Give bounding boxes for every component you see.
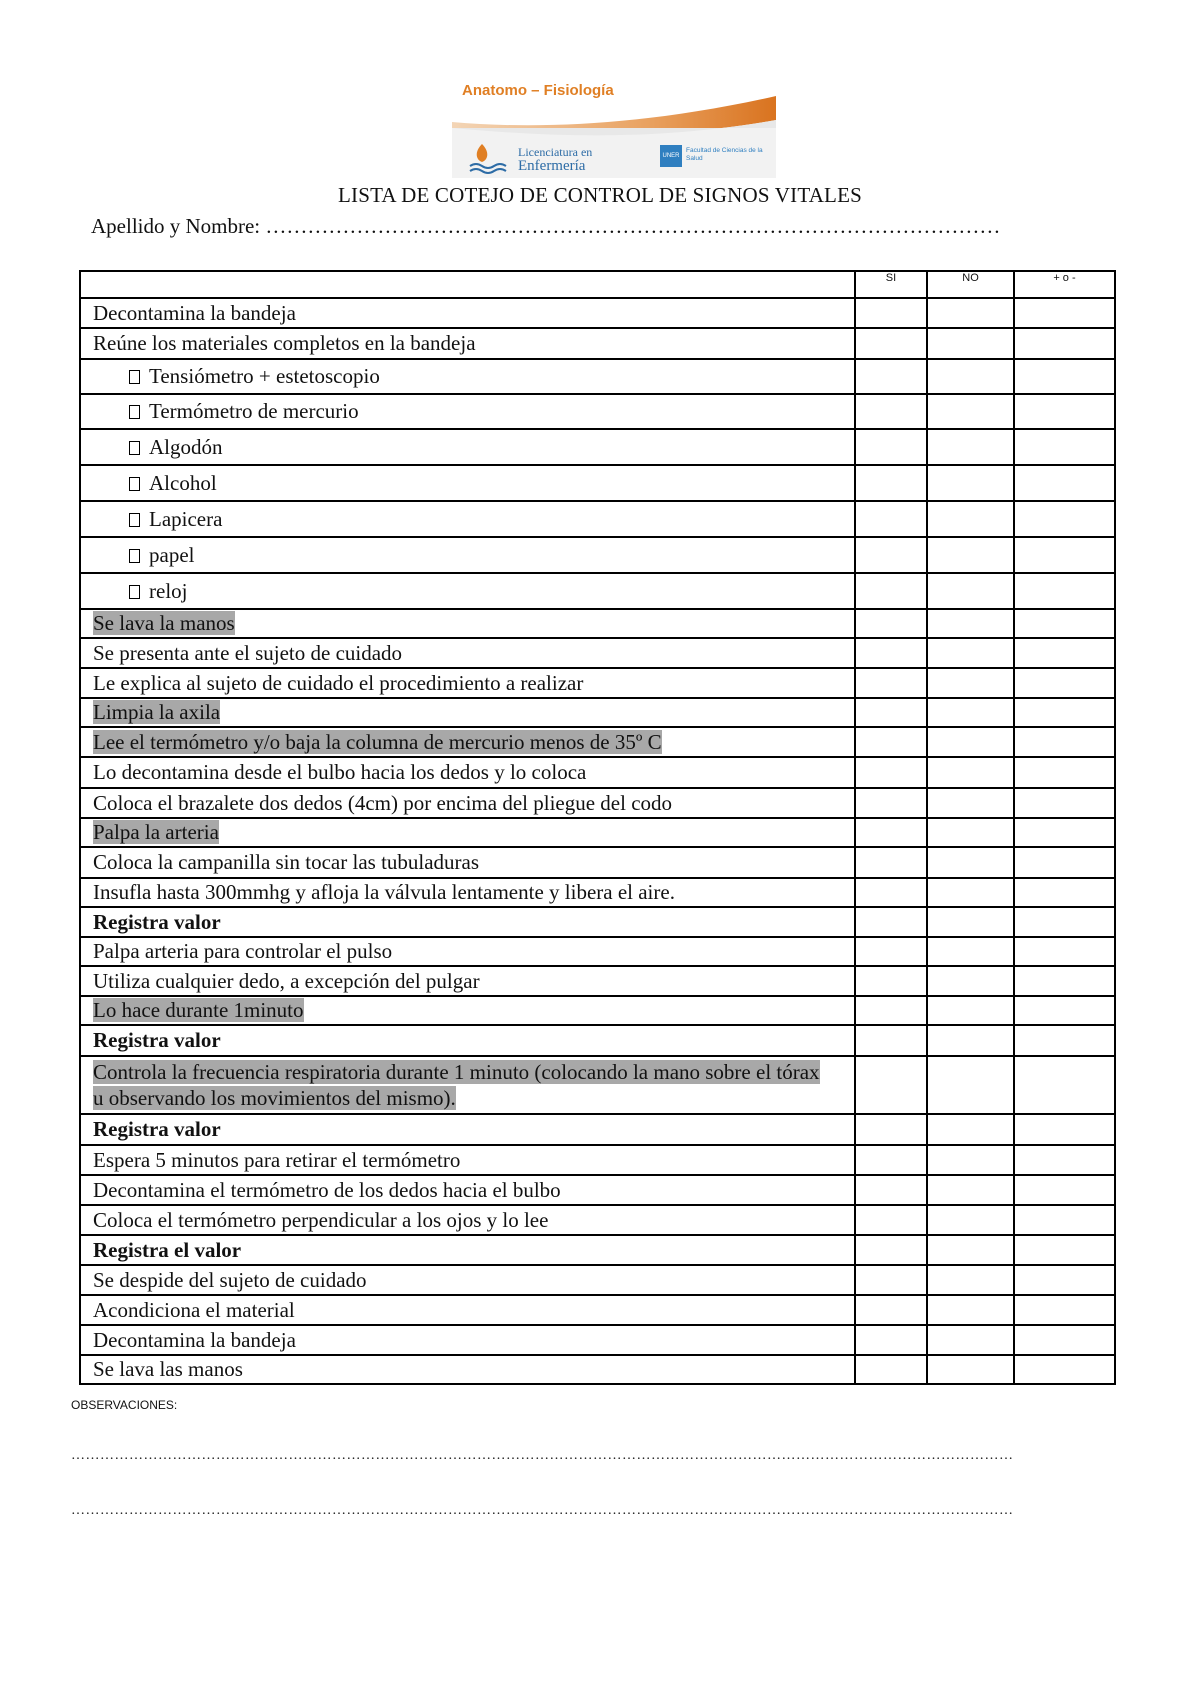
checklist-body [80,298,1115,1384]
mark-cell-plus-minus[interactable] [1014,501,1115,537]
logo-program-line2: Enfermería [518,158,586,174]
mark-cell-no[interactable] [927,937,1014,966]
mark-cell-plus-minus[interactable] [1014,1175,1115,1205]
checklist-row [80,937,1115,966]
mark-cell-plus-minus[interactable] [1014,788,1115,818]
mark-cell-no[interactable] [927,1325,1014,1355]
checklist-row [80,1355,1115,1384]
checklist-row [80,1295,1115,1325]
mark-cell-plus-minus[interactable] [1014,818,1115,847]
task-label: Decontamina la bandeja [93,1327,296,1352]
mark-cell-si[interactable] [855,1175,927,1205]
name-field[interactable]: Apellido y Nombre: …………………………………………………………………………………………… [91,214,1001,238]
task-cell [80,757,855,788]
observaciones-line-2[interactable]: …………………………………………………………………………………………………………………………………………………………………………… [71,1503,1014,1518]
mark-cell-plus-minus[interactable] [1014,878,1115,907]
mark-cell-si[interactable] [855,429,927,465]
checklist-row [80,818,1115,847]
task-label: Algodón [149,434,223,459]
mark-cell-si[interactable] [855,1056,927,1114]
mark-cell-no[interactable] [927,1145,1014,1175]
document-title: LISTA DE COTEJO DE CONTROL DE SIGNOS VITALES [337,183,862,207]
observaciones-label: OBSERVACIONES: [71,1398,178,1412]
task-cell [80,394,855,429]
task-cell [80,638,855,668]
header-no: NO [927,271,1014,298]
task-label: Tensiómetro + estetoscopio [149,364,380,388]
mark-cell-plus-minus[interactable] [1014,1265,1115,1295]
mark-cell-no[interactable] [927,359,1014,394]
checklist-row [80,1175,1115,1205]
mark-cell-no[interactable] [927,1265,1014,1295]
task-cell [80,1175,855,1205]
task-label: Palpa la arteria [93,820,219,844]
mark-cell-no[interactable] [927,818,1014,847]
checkbox-icon [129,405,140,419]
task-label: Registra el valor [93,1237,242,1262]
mark-cell-plus-minus[interactable] [1014,537,1115,573]
mark-cell-plus-minus[interactable] [1014,328,1115,359]
task-cell [80,668,855,698]
mark-cell-plus-minus[interactable] [1014,359,1115,394]
observaciones-line-1[interactable]: …………………………………………………………………………………………………………………………………………………………………………… [71,1448,1014,1463]
mark-cell-plus-minus[interactable] [1014,298,1115,328]
checklist-row [80,1235,1115,1265]
uner-logo-icon: UNER [660,145,682,167]
logo-program-line1: Licenciatura en [518,145,593,159]
checklist-row [80,1205,1115,1235]
checklist-row [80,757,1115,788]
mark-cell-plus-minus[interactable] [1014,757,1115,788]
mark-cell-plus-minus[interactable] [1014,1355,1115,1384]
header-plus-minus: + o - [1014,271,1115,298]
mark-cell-si[interactable] [855,609,927,638]
mark-cell-no[interactable] [927,878,1014,907]
mark-cell-plus-minus[interactable] [1014,1235,1115,1265]
checklist-row [80,609,1115,638]
task-cell [80,609,855,638]
task-label: Se lava la manos [93,611,235,635]
checklist-row [80,788,1115,818]
task-cell [80,878,855,907]
checklist-row [80,996,1115,1025]
mark-cell-plus-minus[interactable] [1014,1295,1115,1325]
mark-cell-si[interactable] [855,668,927,698]
task-cell [80,1205,855,1235]
mark-cell-si[interactable] [855,847,927,878]
checklist-row [80,298,1115,328]
mark-cell-plus-minus[interactable] [1014,638,1115,668]
task-label: Termómetro de mercurio [149,399,359,423]
task-cell [80,328,855,359]
mark-cell-si[interactable] [855,1355,927,1384]
checklist-row [80,1114,1115,1145]
checklist-row [80,668,1115,698]
checkbox-icon [129,477,140,491]
task-cell [80,1056,855,1114]
task-label: Se despide del sujeto de cuidado [93,1267,367,1292]
logo-faculty: Facultad de Ciencias de la Salud [686,147,763,162]
mark-cell-no[interactable] [927,727,1014,757]
mark-cell-no[interactable] [927,1205,1014,1235]
task-label: Se lava las manos [93,1357,243,1381]
task-label: Registra valor [93,1117,221,1141]
checklist-row [80,907,1115,937]
checklist-table [79,270,1116,1385]
task-label: Alcohol [149,470,217,495]
task-label: Coloca la campanilla sin tocar las tubuladuras [93,850,480,874]
header-si: SI [855,271,927,298]
mark-cell-si[interactable] [855,359,927,394]
mark-cell-no[interactable] [927,328,1014,359]
checklist-row [80,1325,1115,1355]
mark-cell-si[interactable] [855,698,927,727]
task-cell [80,788,855,818]
mark-cell-no[interactable] [927,996,1014,1025]
task-label: Lapicera [149,506,223,531]
mark-cell-no[interactable] [927,907,1014,937]
task-label: Palpa arteria para controlar el pulso [93,939,393,963]
mark-cell-no[interactable] [927,1355,1014,1384]
mark-cell-no[interactable] [927,1114,1014,1145]
task-label: Coloca el termómetro perpendicular a los ojos y lo lee [93,1207,549,1232]
mark-cell-si[interactable] [855,573,927,609]
task-label: Controla la frecuencia respiratoria durante 1 minuto (colocando la mano sobre el tórax u observando los movimientos del mismo). [93,1060,820,1110]
mark-cell-plus-minus[interactable] [1014,996,1115,1025]
mark-cell-si[interactable] [855,501,927,537]
task-label: Le explica al sujeto de cuidado el procedimiento a realizar [93,670,584,695]
checklist-row [80,698,1115,727]
checklist-row [80,573,1115,609]
mark-cell-no[interactable] [927,966,1014,996]
mark-cell-no[interactable] [927,698,1014,727]
mark-cell-si[interactable] [855,328,927,359]
mark-cell-si[interactable] [855,788,927,818]
task-label: Decontamina la bandeja [93,300,296,325]
checklist-row [80,501,1115,537]
mark-cell-plus-minus[interactable] [1014,966,1115,996]
checklist-row [80,727,1115,757]
checklist-row [80,429,1115,465]
mark-cell-si[interactable] [855,818,927,847]
mark-cell-no[interactable] [927,537,1014,573]
mark-cell-si[interactable] [855,1205,927,1235]
mark-cell-si[interactable] [855,996,927,1025]
task-cell [80,966,855,996]
task-cell [80,907,855,937]
mark-cell-plus-minus[interactable] [1014,465,1115,501]
checklist-row [80,966,1115,996]
task-cell [80,937,855,966]
mark-cell-plus-minus[interactable] [1014,668,1115,698]
checklist-row [80,465,1115,501]
mark-cell-no[interactable] [927,847,1014,878]
mark-cell-si[interactable] [855,1295,927,1325]
task-label: Acondiciona el material [93,1297,295,1322]
task-cell [80,1145,855,1175]
mark-cell-plus-minus[interactable] [1014,937,1115,966]
checkbox-icon [129,549,140,563]
checkbox-icon [129,585,140,599]
mark-cell-plus-minus[interactable] [1014,1056,1115,1114]
mark-cell-plus-minus[interactable] [1014,847,1115,878]
logo-banner [452,78,776,178]
task-label: Registra valor [93,909,221,934]
mark-cell-no[interactable] [927,1235,1014,1265]
task-label: Lee el termómetro y/o baja la columna de mercurio menos de 35º C [93,729,662,754]
mark-cell-plus-minus[interactable] [1014,573,1115,609]
task-label: Limpia la axila [93,700,221,724]
mark-cell-plus-minus[interactable] [1014,1025,1115,1056]
task-label: Coloca el brazalete dos dedos (4cm) por encima del pliegue del codo [93,790,673,815]
checklist-row [80,1265,1115,1295]
mark-cell-si[interactable] [855,1235,927,1265]
task-cell [80,537,855,573]
task-cell [80,501,855,537]
mark-cell-no[interactable] [927,788,1014,818]
task-label: Lo hace durante 1minuto [93,998,304,1022]
mark-cell-si[interactable] [855,1114,927,1145]
mark-cell-si[interactable] [855,537,927,573]
mark-cell-si[interactable] [855,1325,927,1355]
checklist-row [80,359,1115,394]
checklist-row [80,1025,1115,1056]
mark-cell-plus-minus[interactable] [1014,394,1115,429]
mark-cell-si[interactable] [855,298,927,328]
mark-cell-plus-minus[interactable] [1014,1205,1115,1235]
task-label: Reúne los materiales completos en la bandeja [93,331,476,355]
mark-cell-no[interactable] [927,465,1014,501]
mark-cell-plus-minus[interactable] [1014,1145,1115,1175]
mark-cell-plus-minus[interactable] [1014,1325,1115,1355]
mark-cell-no[interactable] [927,501,1014,537]
checkbox-icon [129,513,140,527]
task-cell [80,298,855,328]
mark-cell-no[interactable] [927,1175,1014,1205]
task-label: papel [149,542,195,567]
task-cell [80,1295,855,1325]
checklist-row [80,328,1115,359]
task-cell [80,465,855,501]
mark-cell-plus-minus[interactable] [1014,698,1115,727]
task-cell [80,1265,855,1295]
checkbox-icon [129,370,140,384]
mark-cell-no[interactable] [927,573,1014,609]
checklist-row [80,847,1115,878]
mark-cell-no[interactable] [927,668,1014,698]
mark-cell-no[interactable] [927,394,1014,429]
task-cell [80,1355,855,1384]
task-label: Registra valor [93,1028,221,1052]
checklist-row [80,638,1115,668]
mark-cell-plus-minus[interactable] [1014,1114,1115,1145]
mark-cell-si[interactable] [855,907,927,937]
mark-cell-plus-minus[interactable] [1014,727,1115,757]
checklist-row [80,878,1115,907]
mark-cell-plus-minus[interactable] [1014,609,1115,638]
header-row [80,271,1115,298]
mark-cell-si[interactable] [855,1265,927,1295]
mark-cell-si[interactable] [855,394,927,429]
task-cell [80,573,855,609]
mark-cell-no[interactable] [927,1295,1014,1325]
mark-cell-si[interactable] [855,878,927,907]
task-label: Espera 5 minutos para retirar el termómetro [93,1147,461,1172]
task-label: Insufla hasta 300mmhg y afloja la válvula lentamente y libera el aire. [93,880,675,904]
task-label: Lo decontamina desde el bulbo hacia los dedos y lo coloca [93,760,587,784]
mark-cell-si[interactable] [855,757,927,788]
task-cell [80,996,855,1025]
mark-cell-si[interactable] [855,727,927,757]
mark-cell-no[interactable] [927,609,1014,638]
task-cell [80,698,855,727]
mark-cell-si[interactable] [855,465,927,501]
mark-cell-si[interactable] [855,937,927,966]
task-cell [80,818,855,847]
mark-cell-no[interactable] [927,1025,1014,1056]
mark-cell-plus-minus[interactable] [1014,907,1115,937]
mark-cell-si[interactable] [855,1025,927,1056]
header-task [80,271,855,298]
logo-title: Anatomo – Fisiología [462,82,614,99]
checklist-row [80,1056,1115,1114]
mark-cell-no[interactable] [927,638,1014,668]
task-cell [80,429,855,465]
task-cell [80,1235,855,1265]
mark-cell-no[interactable] [927,757,1014,788]
task-label: reloj [149,578,188,603]
checklist-row [80,537,1115,573]
mark-cell-plus-minus[interactable] [1014,429,1115,465]
checklist-row [80,1145,1115,1175]
mark-cell-no[interactable] [927,429,1014,465]
mark-cell-si[interactable] [855,1145,927,1175]
checkbox-icon [129,441,140,455]
task-cell [80,1025,855,1056]
task-cell [80,727,855,757]
task-label: Se presenta ante el sujeto de cuidado [93,640,403,665]
mark-cell-si[interactable] [855,966,927,996]
mark-cell-no[interactable] [927,1056,1014,1114]
task-cell [80,359,855,394]
mark-cell-no[interactable] [927,298,1014,328]
task-label: Utiliza cualquier dedo, a excepción del pulgar [93,968,480,993]
checklist-row [80,394,1115,429]
task-cell [80,1114,855,1145]
task-label: Decontamina el termómetro de los dedos hacia el bulbo [93,1177,561,1202]
mark-cell-si[interactable] [855,638,927,668]
task-cell [80,847,855,878]
task-cell [80,1325,855,1355]
